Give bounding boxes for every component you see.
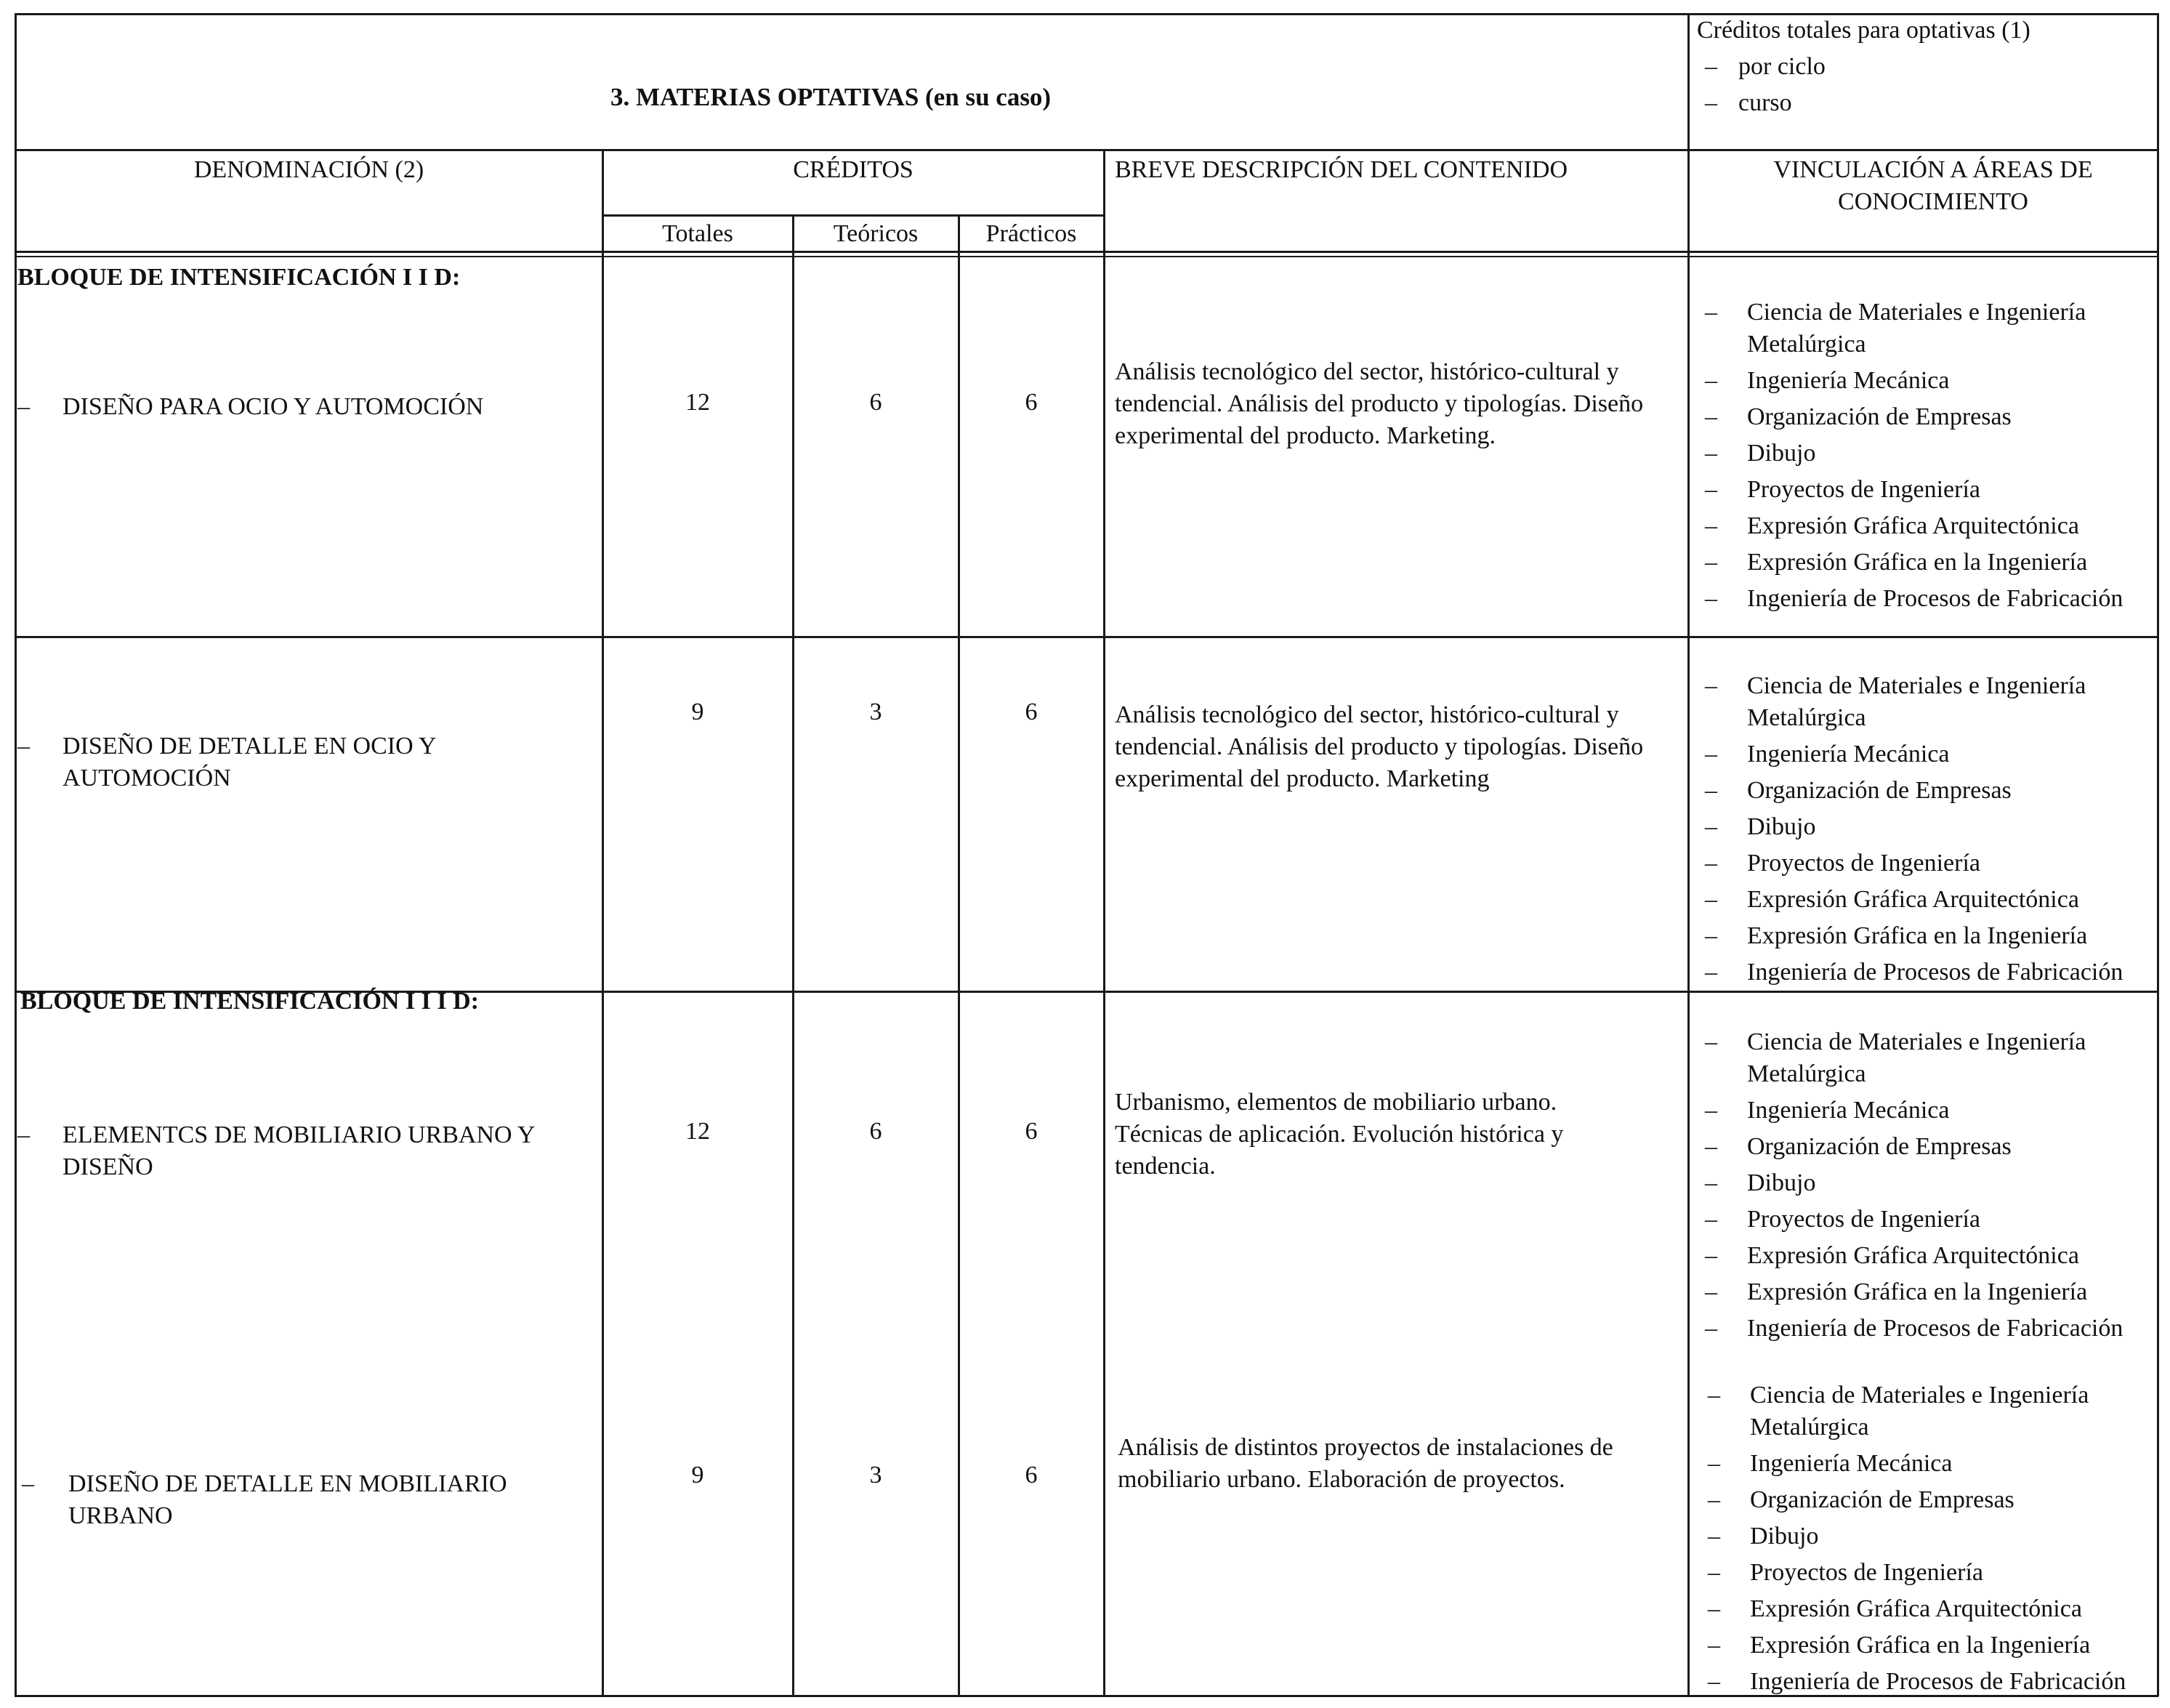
list-item: – Expresión Gráfica Arquitectónica: [1705, 1593, 2170, 1625]
block-title: BLOQUE DE INTENSIFICACIÓN I I I D:: [20, 988, 480, 1015]
credits-item-ciclo: – por ciclo: [1738, 51, 1826, 83]
list-item: – Proyectos de Ingeniería: [1702, 474, 2167, 506]
col-header-descripcion: BREVE DESCRIPCIÓN DEL CONTENIDO: [1115, 156, 1568, 183]
row-dash: –: [22, 1470, 34, 1497]
list-item: – Ciencia de Materiales e Ingeniería Metalúrgica: [1702, 297, 2167, 360]
row-teoricos: 6: [869, 1118, 882, 1145]
row-areas: [1705, 1379, 2170, 1702]
list-item: – Ingeniería Mecánica: [1702, 738, 2167, 770]
row-dash: –: [17, 733, 30, 760]
list-item: – Dibujo: [1705, 1520, 2170, 1552]
credits-note: Créditos totales para optativas (1): [1697, 17, 2030, 44]
row-practicos: 6: [1025, 389, 1038, 416]
list-item: – Expresión Gráfica en la Ingeniería: [1702, 1276, 2167, 1308]
col-header-teoricos: Teóricos: [833, 220, 919, 247]
list-item: – Expresión Gráfica Arquitectónica: [1702, 1240, 2167, 1272]
row-name: DISEÑO DE DETALLE EN MOBILIARIO URBANO: [68, 1470, 507, 1529]
col-header-vinculacion: VINCULACIÓN A ÁREAS DE CONOCIMIENTO: [1773, 156, 2093, 215]
rule-col-creditos: [1103, 149, 1105, 1696]
list-item: – Dibujo: [1702, 811, 2167, 843]
row-totales: 12: [685, 1118, 710, 1145]
list-item: – Organización de Empresas: [1702, 401, 2167, 433]
list-item: – Ingeniería de Procesos de Fabricación: [1705, 1666, 2170, 1698]
row-descripcion: Análisis tecnológico del sector, histórico-cultural y tendencial. Análisis del producto y tipologías. Diseño experimental del producto. Marketing: [1115, 701, 1644, 792]
col-header-totales: Totales: [662, 220, 733, 247]
list-item: – Ingeniería de Procesos de Fabricación: [1702, 583, 2167, 615]
row-name: DISEÑO DE DETALLE EN OCIO Y AUTOMOCIÓN: [62, 733, 436, 791]
row-descripcion: Urbanismo, elementos de mobiliario urbano. Técnicas de aplicación. Evolución histórica y tendencia.: [1115, 1089, 1564, 1180]
section-title: 3. MATERIAS OPTATIVAS (en su caso): [610, 83, 1052, 111]
col-header-practicos: Prácticos: [985, 220, 1077, 247]
block-title: BLOQUE DE INTENSIFICACIÓN I I D:: [17, 264, 461, 291]
list-item: – Dibujo: [1702, 1167, 2167, 1199]
list-item: – Ingeniería Mecánica: [1705, 1448, 2170, 1480]
list-item: – Expresión Gráfica en la Ingeniería: [1705, 1630, 2170, 1661]
row-teoricos: 3: [869, 698, 882, 725]
list-item: – Ciencia de Materiales e Ingeniería Metalúrgica: [1702, 1026, 2167, 1090]
credits-item-curso: – curso: [1738, 87, 1792, 119]
row-practicos: 6: [1025, 1118, 1038, 1145]
list-item: – Expresión Gráfica Arquitectónica: [1702, 510, 2167, 542]
list-item: – Expresión Gráfica en la Ingeniería: [1702, 920, 2167, 952]
col-header-creditos: CRÉDITOS: [793, 156, 913, 183]
row-practicos: 6: [1025, 1462, 1038, 1489]
row-totales: 12: [685, 389, 710, 416]
rule-colheader-bottom-2: [15, 256, 2158, 257]
row-dash: –: [17, 1121, 30, 1148]
list-item: – Proyectos de Ingeniería: [1702, 1204, 2167, 1236]
list-item: – Expresión Gráfica Arquitectónica: [1702, 884, 2167, 916]
row-dash: –: [17, 393, 30, 420]
rule-left: [15, 13, 17, 1696]
row-totales: 9: [691, 1462, 704, 1489]
list-item: – Organización de Empresas: [1702, 1131, 2167, 1163]
list-item: – Ciencia de Materiales e Ingeniería Metalúrgica: [1702, 670, 2167, 734]
row-practicos: 6: [1025, 698, 1038, 725]
list-item: – Ingeniería Mecánica: [1702, 1095, 2167, 1127]
list-item: – Ingeniería de Procesos de Fabricación: [1702, 956, 2167, 988]
row-descripcion: Análisis de distintos proyectos de instalaciones de mobiliario urbano. Elaboración de proyectos.: [1118, 1434, 1613, 1493]
rule-row-1: [15, 636, 2158, 638]
row-teoricos: 6: [869, 389, 882, 416]
list-item: – Proyectos de Ingeniería: [1705, 1557, 2170, 1589]
list-item: – Ingeniería Mecánica: [1702, 365, 2167, 397]
list-item: – Ingeniería de Procesos de Fabricación: [1702, 1313, 2167, 1345]
row-name: ELEMENTCS DE MOBILIARIO URBANO Y DISEÑO: [62, 1121, 535, 1180]
row-descripcion: Análisis tecnológico del sector, histórico-cultural y tendencial. Análisis del producto y tipologías. Diseño experimental del producto. Marketing.: [1115, 358, 1644, 449]
row-areas: [1702, 670, 2167, 993]
list-item: – Expresión Gráfica en la Ingeniería: [1702, 547, 2167, 579]
list-item: – Ciencia de Materiales e Ingeniería Metalúrgica: [1705, 1379, 2170, 1443]
row-areas: [1702, 1026, 2167, 1349]
rule-colheader-bottom: [15, 251, 2158, 253]
row-areas: [1702, 297, 2167, 619]
row-totales: 9: [691, 698, 704, 725]
list-item: – Organización de Empresas: [1705, 1484, 2170, 1516]
list-item: – Organización de Empresas: [1702, 775, 2167, 807]
rule-subheader: [602, 214, 1103, 217]
list-item: – Proyectos de Ingeniería: [1702, 847, 2167, 879]
row-name: DISEÑO PARA OCIO Y AUTOMOCIÓN: [62, 393, 484, 420]
col-header-denominacion: DENOMINACIÓN (2): [193, 156, 424, 183]
row-teoricos: 3: [869, 1462, 882, 1489]
rule-col-descripcion: [1687, 13, 1690, 1696]
list-item: – Dibujo: [1702, 438, 2167, 470]
rule-header-bottom: [15, 149, 2158, 151]
